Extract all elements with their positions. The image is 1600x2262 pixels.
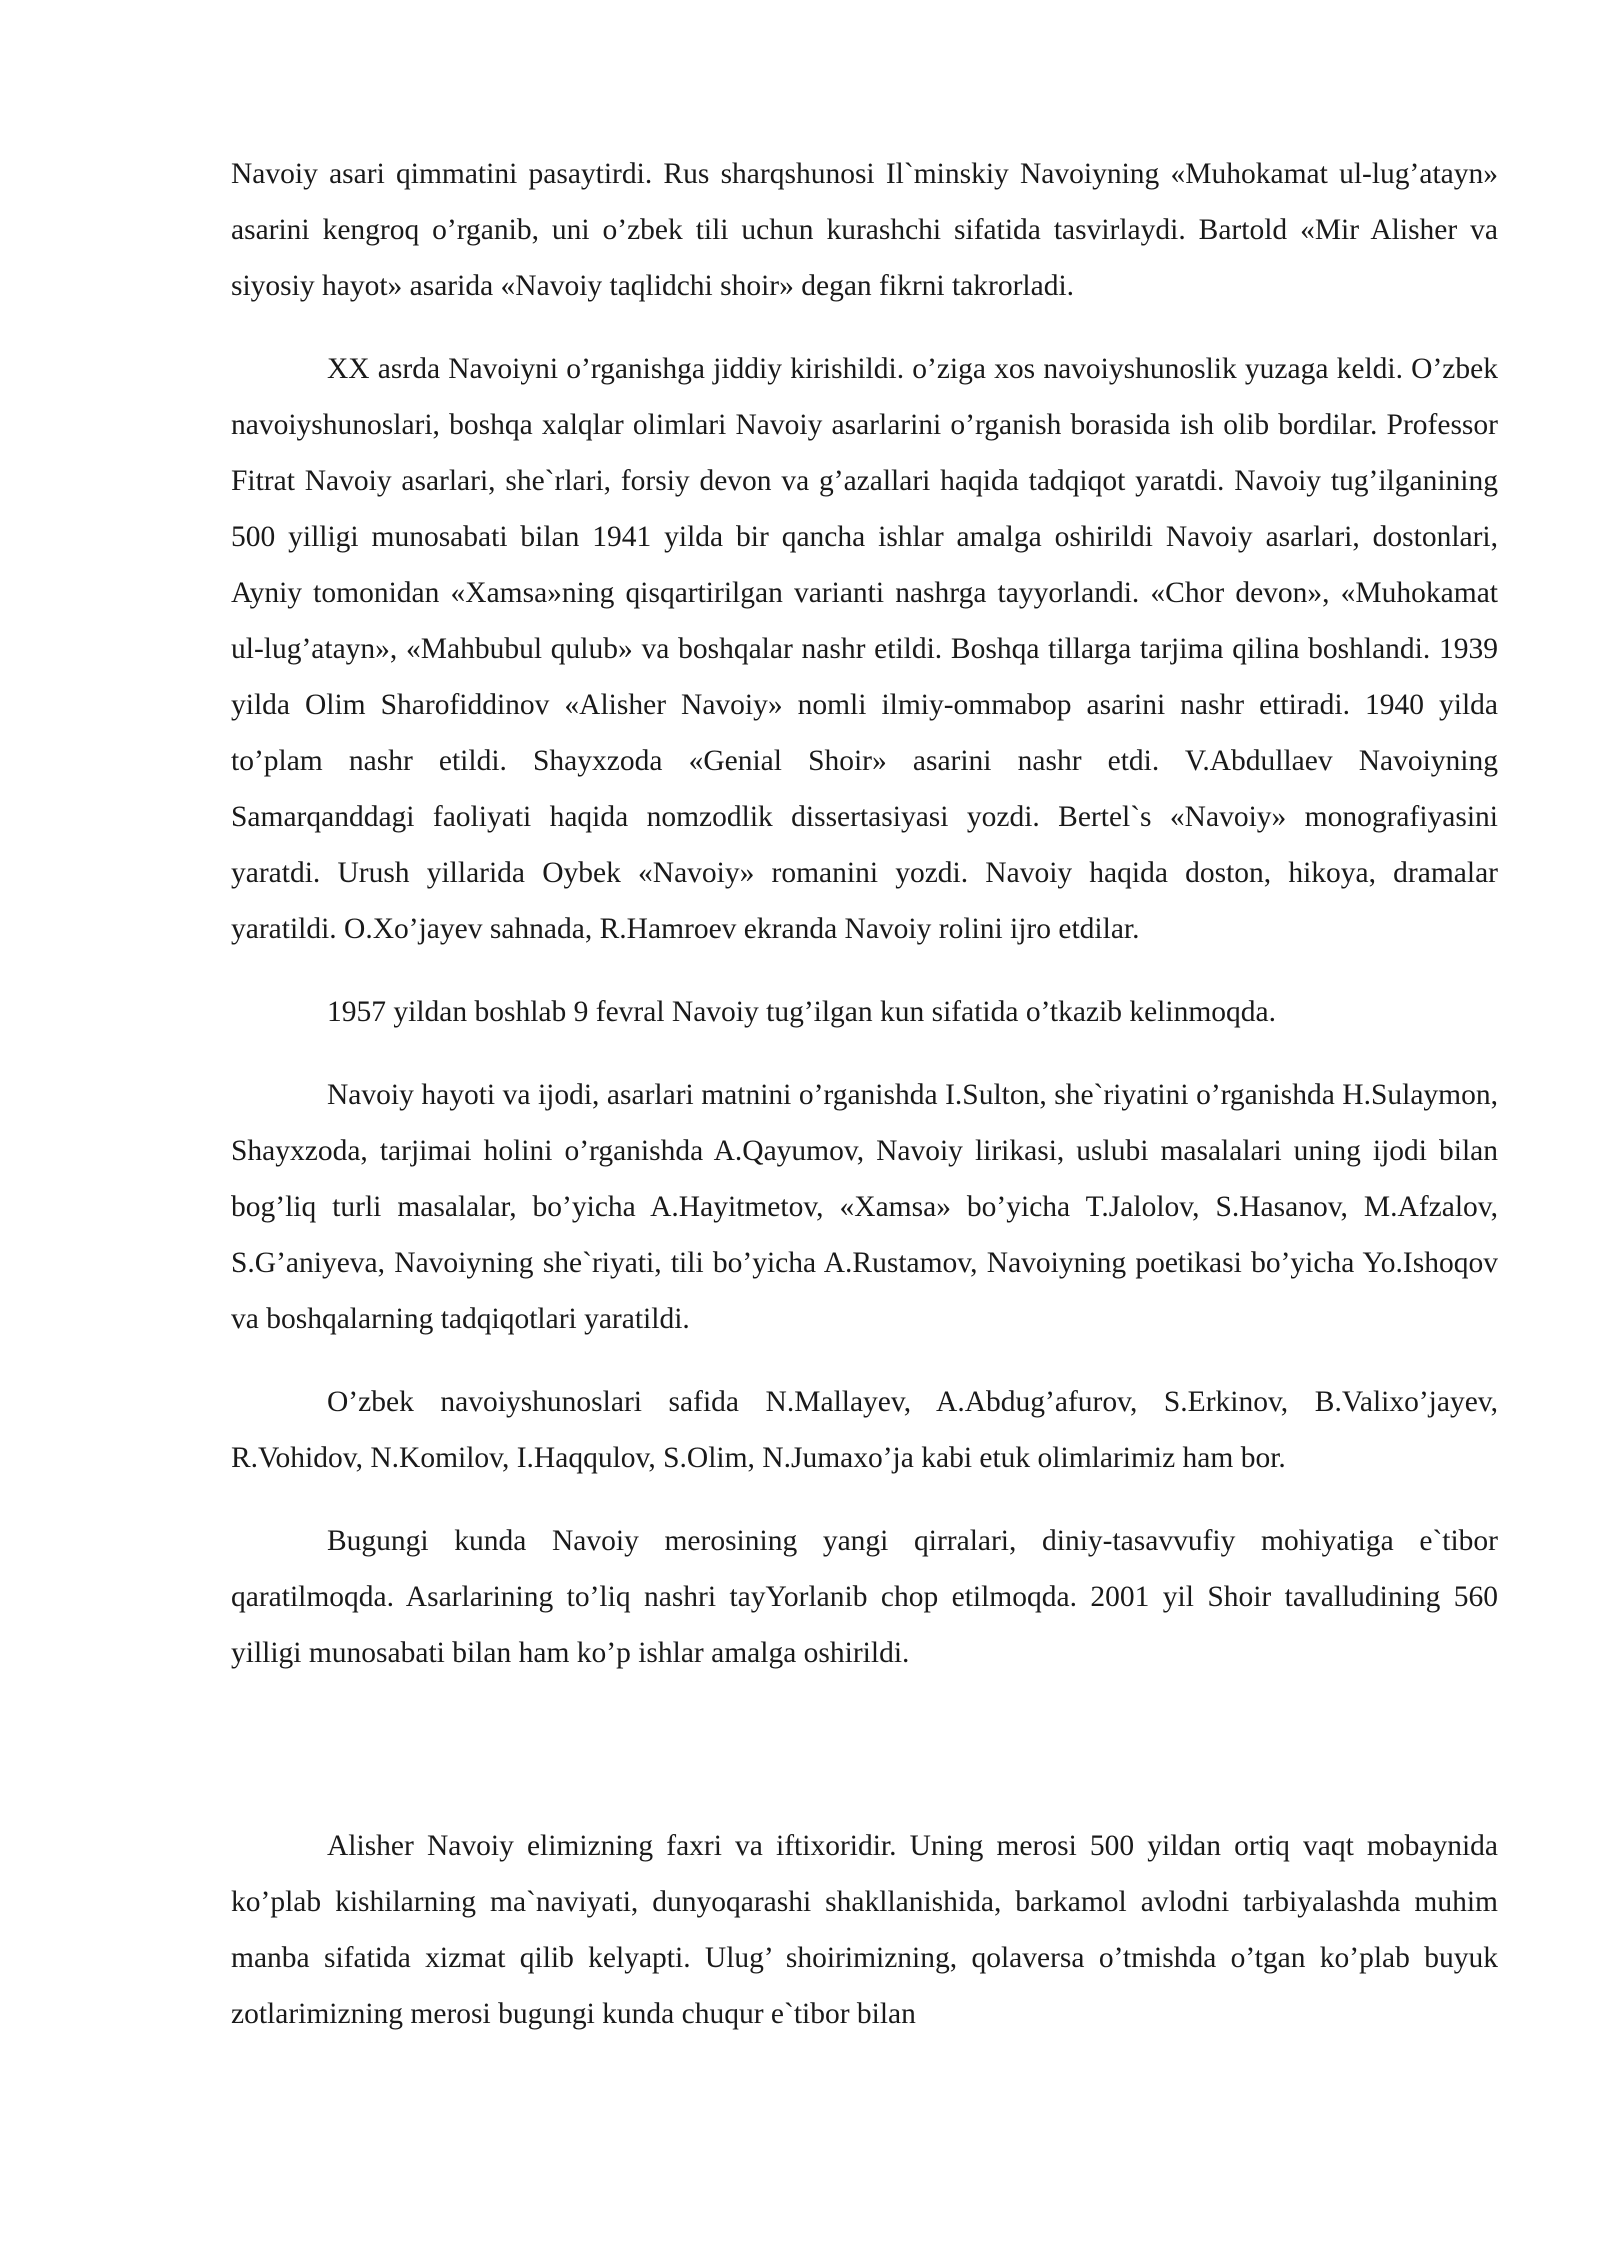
paragraph-xx-century-study: XX asrda Navoiyni o’rganishga jiddiy kirishildi. o’ziga xos navoiyshunoslik yuzaga keldi. O’zbek navoiyshunoslari, boshqa xalqlar olimlari Navoiy asarlarini o’rganish borasida ish olib bordilar. Professor Fitrat Navoiy asarlari, she`rlari, forsiy devon va g’azallari haqida tadqiqot yaratdi. Navoiy tug’ilganining 500 yilligi munosabati bilan 1941 yilda bir qancha ishlar amalga oshirildi Navoiy asarlari, dostonlari, Ayniy tomonidan «Xamsa»ning qisqartirilgan varianti nashrga tayyorlandi. «Chor devon», «Muhokamat ul-lug’atayn», «Mahbubul qulub» va boshqalar nashr etildi. Boshqa tillarga tarjima qilina boshlandi. 1939 yilda Olim Sharofiddinov «Alisher Navoiy» nomli ilmiy-ommabop asarini nashr ettiradi. 1940 yilda to’plam nashr etildi. Shayxzoda «Genial Shoir» asarini nashr etdi. V.Abdullaev Navoiyning Samarqanddagi faoliyati haqida nomzodlik dissertasiyasi yozdi. Bertel`s «Navoiy» monografiyasini yaratdi. Urush yillarida Oybek «Navoiy» romanini yozdi. Navoiy haqida doston, hikoya, dramalar yaratildi. O.Xo’jayev sahnada, R.Hamroev ekranda Navoiy rolini ijro etdilar. [231,353,1498,945]
paragraph-continuation: Navoiy asari qimmatini pasaytirdi. Rus sharqshunosi Il`minskiy Navoiyning «Muhokamat ul-lug’atayn» asarini kengroq o’rganib, uni o’zbek tili uchun kurashchi sifatida tasvirlaydi. Bartold «Mir Alisher va siyosiy hayot» asarida «Navoiy taqlidchi shoir» degan fikrni takrorladi. [231,158,1498,302]
paragraph-today: Bugungi kunda Navoiy merosining yangi qirralari, diniy-tasavvufiy mohiyatiga e`tibor qaratilmoqda. Asarlarining to’liq nashri tayYorlanib chop etilmoqda. 2001 yil Shoir tavalludining 560 yilligi munosabati bilan ham ko’p ishlar amalga oshirildi. [231,1525,1498,1669]
paragraph-1957-celebration: 1957 yildan boshlab 9 fevral Navoiy tug’ilgan kun sifatida o’tkazib kelinmoqda. [327,996,1276,1028]
paragraph-navoiy-scholars: O’zbek navoiyshunoslari safida N.Mallayev, A.Abdug’afurov, S.Erkinov, B.Valixo’jayev, R.Vohidov, N.Komilov, I.Haqqulov, S.Olim, N.Jumaxo’ja kabi etuk olimlarimiz ham bor. [231,1386,1498,1474]
paragraph-researchers: Navoiy hayoti va ijodi, asarlari matnini o’rganishda I.Sulton, she`riyatini o’rganishda H.Sulaymon, Shayxzoda, tarjimai holini o’rganishda A.Qayumov, Navoiy lirikasi, uslubi masalalari uning ijodi bilan bog’liq turli masalalar, bo’yicha A.Hayitmetov, «Xamsa» bo’yicha T.Jalolov, S.Hasanov, M.Afzalov, S.G’aniyeva, Navoiyning she`riyati, tili bo’yicha A.Rustamov, Navoiyning poetikasi bo’yicha Yo.Ishoqov va boshqalarning tadqiqotlari yaratildi. [231,1079,1498,1335]
paragraph-legacy: Alisher Navoiy elimizning faxri va iftixoridir. Uning merosi 500 yildan ortiq vaqt mobaynida ko’plab kishilarning ma`naviyati, dunyoqarashi shakllanishida, barkamol avlodni tarbiyalashda muhim manba sifatida xizmat qilib kelyapti. Ulug’ shoirimizning, qolaversa o’tmishda o’tgan ko’plab buyuk zotlarimizning merosi bugungi kunda chuqur e`tibor bilan [231,1830,1498,2030]
document-body [231,146,1498,2042]
